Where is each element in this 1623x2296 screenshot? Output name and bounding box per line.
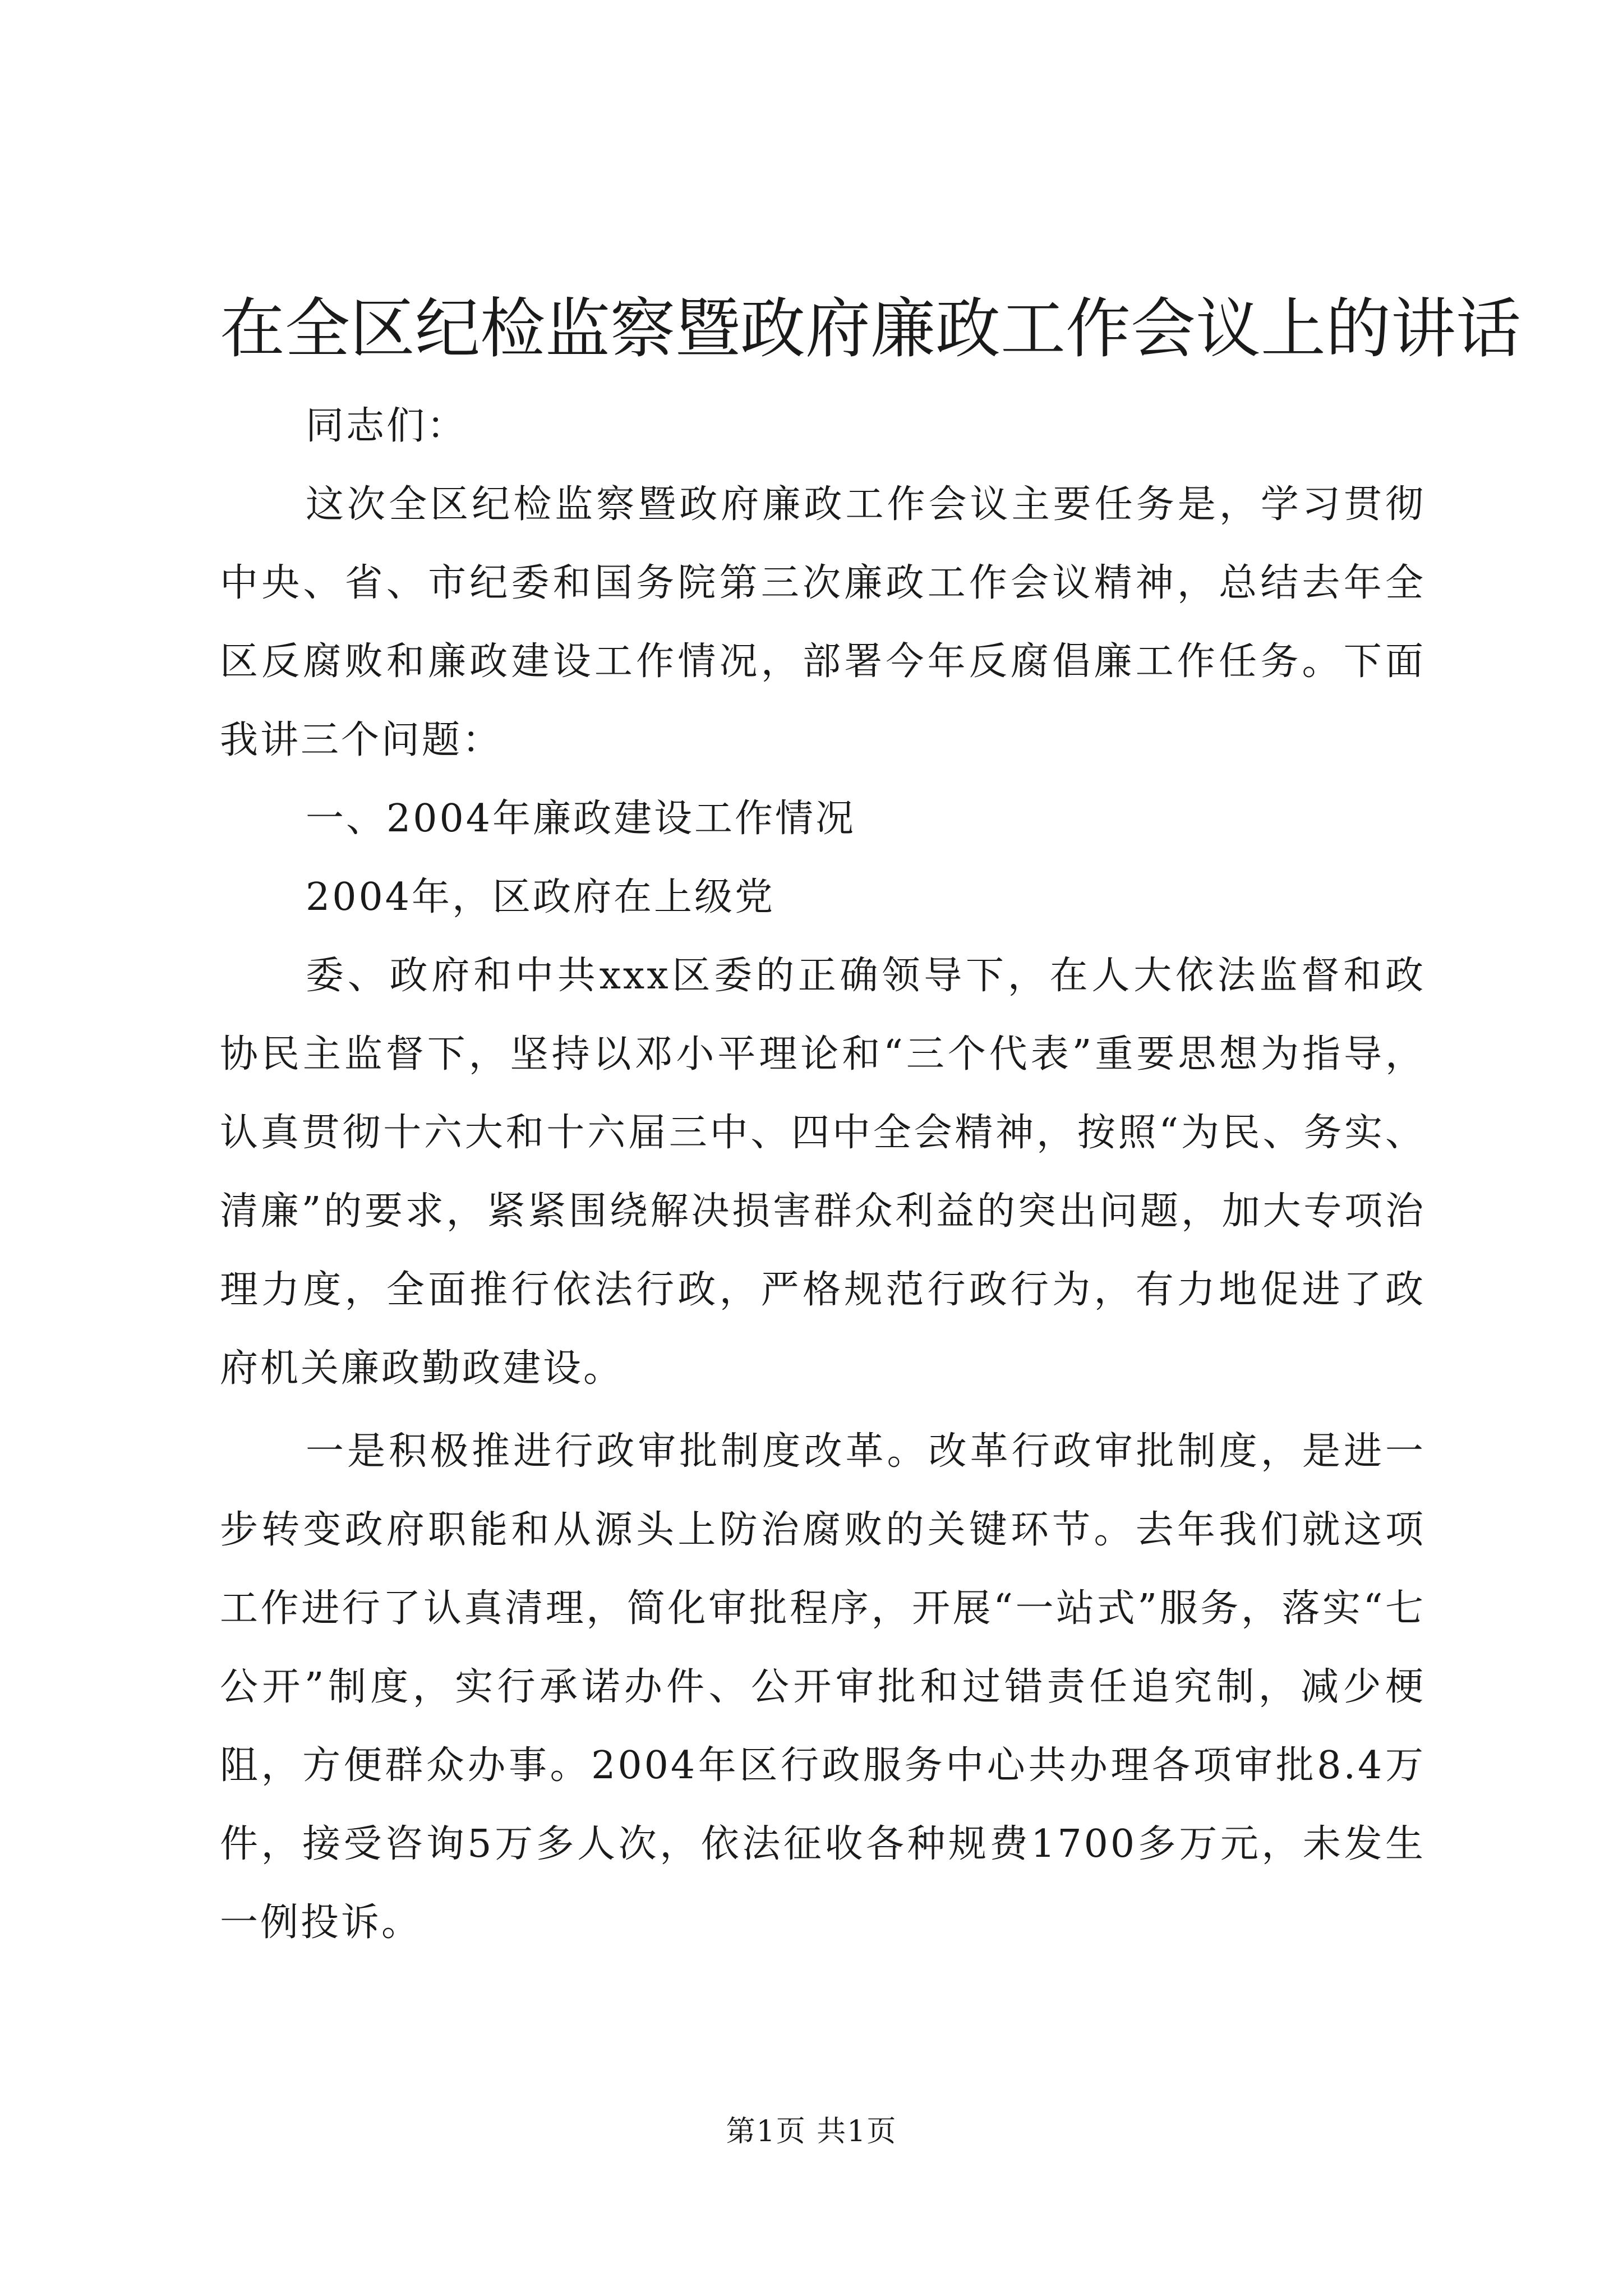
- body-paragraph: 委、政府和中共xxx区委的正确领导下，在人大依法监督和政协民主监督下，坚持以邓小平理论和“三个代表”重要思想为指导，认真贯彻十六大和十六届三中、四中全会精神，按照“为民、务实、清廉”的要求，紧紧围绕解决损害群众利益的突出问题，加大专项治理力度，全面推行依法行政，严格规范行政行为，有力地促进了政府机关廉政勤政建设。: [220, 954, 1426, 1391]
- document-title: 在全区纪检监察暨政府廉政工作会议上的讲话: [220, 291, 1521, 367]
- intro-paragraph: 这次全区纪检监察暨政府廉政工作会议主要任务是，学习贯彻中央、省、市纪委和国务院第三次廉政工作会议精神，总结去年全区反腐败和廉政建设工作情况，部署今年反腐倡廉工作任务。下面我讲三个问题：: [220, 482, 1426, 762]
- page-footer: 第1页 共1页: [726, 2115, 897, 2148]
- salutation-paragraph: 同志们：: [306, 404, 468, 448]
- document-body: [220, 387, 1426, 1962]
- body-paragraph: 一是积极推进行政审批制度改革。改革行政审批制度，是进一步转变政府职能和从源头上防治腐败的关键环节。去年我们就这项工作进行了认真清理，简化审批程序，开展“一站式”服务，落实“七公开”制度，实行承诺办件、公开审批和过错责任追究制，减少梗阻，方便群众办事。2004年区行政服务中心共办理各项审批8.4万件，接受咨询5万多人次，依法征收各种规费1700多万元，未发生一例投诉。: [220, 1429, 1426, 1945]
- body-paragraph: 2004年，区政府在上级党: [306, 875, 776, 919]
- section-heading: 一、2004年廉政建设工作情况: [306, 797, 856, 841]
